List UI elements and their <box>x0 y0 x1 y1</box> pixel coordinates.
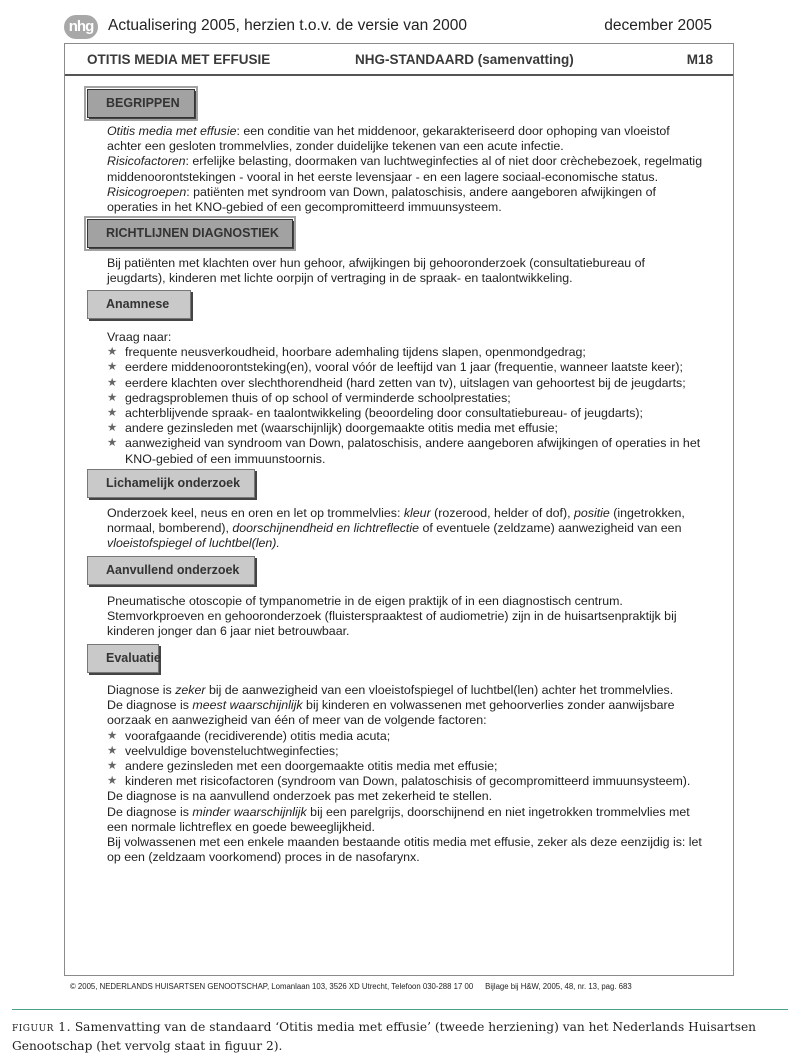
list-item-text: voorafgaande (recidiverende) otitis media acuta; <box>125 728 391 743</box>
section-begrippen <box>107 124 703 215</box>
italic-run: doorschijnendheid en lichtreflectie <box>232 521 420 536</box>
text-run: of eventuele (zeldzame) aanwezigheid van een <box>419 521 682 536</box>
list-item <box>107 345 703 360</box>
header-topic: OTITIS MEDIA MET EFFUSIE <box>87 52 271 67</box>
top-bar <box>64 12 714 42</box>
text-run: Onderzoek keel, neus en oren en let op trommelvlies: <box>107 506 404 520</box>
section-lichamelijk <box>107 506 703 552</box>
list-item <box>107 774 703 789</box>
list-item-text: kinderen met risicofactoren (syndroom van Down, palatoschisis of gecompromitteerd immuunsysteem). <box>125 774 691 789</box>
nhg-logo: nhg <box>64 15 98 39</box>
star-icon: ★ <box>107 437 118 450</box>
italic-run: minder waarschijnlijk <box>192 804 307 819</box>
text-run: Diagnose is <box>107 683 176 697</box>
text-run: bij een parelgrijs, doorschijnend en niet ingetrokken trommelvlies met een normale lichtreflex en goede beweeglijkheid. <box>107 804 690 834</box>
star-icon: ★ <box>107 422 118 435</box>
list-item <box>107 360 703 375</box>
list-item-text: eerdere klachten over slechthorendheid (hard zetten van tv), uitslagen van gehoortest bij de jeugdarts; <box>125 375 686 390</box>
richtlijnen-text: Bij patiënten met klachten over hun gehoor, afwijkingen bij gehooronderzoek (consultatiebureau of jeugdarts), kinderen met lichte oorpijn of vertraging in de spraak- en taalontwikkeling. <box>107 256 645 286</box>
evaluatie-minder <box>107 805 703 835</box>
star-icon: ★ <box>107 361 118 374</box>
section-heading-lichamelijk: Lichamelijk onderzoek <box>87 469 255 498</box>
italic-run: vloeistofspiegel of luchtbel(len). <box>107 536 280 551</box>
list-item-text: eerdere middenoorontsteking(en), vooral vóór de leeftijd van 1 jaar (frequentie, wanneer laatste keer); <box>125 360 683 375</box>
caption-divider <box>12 1009 788 1010</box>
evaluatie-meest <box>107 698 703 728</box>
list-item <box>107 744 703 759</box>
list-item-text: andere gezinsleden met een doorgemaakte otitis media met effusie; <box>125 759 498 774</box>
definition-text: : patiënten met syndroom van Down, palatoschisis, andere aangeboren afwijkingen of operaties in het KNO-gebied of een gecompromitteerd immuunsysteem. <box>107 184 656 215</box>
italic-run: positie <box>573 506 610 520</box>
star-icon: ★ <box>107 346 118 359</box>
anamnese-intro: Vraag naar: <box>107 330 172 344</box>
list-item-text: gedragsproblemen thuis of op school of verminderde schoolprestaties; <box>125 390 511 405</box>
star-icon: ★ <box>107 391 118 404</box>
italic-run: kleur <box>403 506 431 520</box>
star-icon: ★ <box>107 775 118 788</box>
aanvullend-text: Pneumatische otoscopie of tympanometrie in de eigen praktijk of in een diagnostisch centrum. Stemvorkproeven en gehooronderzoek (fluisterspraaktest of audiometrie) zijn in de huisartsenpraktijk bij kinderen jonger dan 6 jaar niet betrouwbaar. <box>107 594 677 639</box>
list-item-text: achterblijvende spraak- en taalontwikkeling (beoordeling door consultatiebureau- of jeugdarts); <box>125 406 643 421</box>
document-date: december 2005 <box>604 17 712 34</box>
footer-copyright: © 2005, NEDERLANDS HUISARTSEN GENOOTSCHAP, Lomanlaan 103, 3526 XD Utrecht, Telefoon 030-288 17 00 <box>70 982 474 991</box>
list-item-text: andere gezinsleden met (waarschijnlijk) doorgemaakte otitis media met effusie; <box>125 421 558 436</box>
section-anamnese <box>107 330 703 467</box>
section-heading-evaluatie: Evaluatie <box>87 644 159 673</box>
figure-caption <box>12 1018 792 1056</box>
section-heading-aanvullend: Aanvullend onderzoek <box>87 556 255 585</box>
definition-otitis <box>107 124 703 154</box>
figure-label: figuur 1. <box>12 1020 71 1034</box>
text-run: bij kinderen en volwassenen met gehoorverlies zonder aanwijsbare oorzaak en aanwezigheid van één of meer van de volgende factoren: <box>107 698 675 728</box>
text-run: (ingetrokken, normaal, bomberend), <box>107 506 685 536</box>
anamnese-list <box>107 345 703 467</box>
header-standard: NHG-STANDAARD (samenvatting) <box>355 52 574 67</box>
section-aanvullend <box>107 594 703 640</box>
term: Risicofactoren <box>107 154 186 169</box>
list-item <box>107 759 703 774</box>
star-icon: ★ <box>107 376 118 389</box>
section-heading-anamnese: Anamnese <box>87 290 191 319</box>
evaluatie-volwassenen: Bij volwassenen met een enkele maanden bestaande otitis media met effusie, zeker als deze eenzijdig is: let op een (zeldzaam voorkomend) proces in de nasofarynx. <box>107 835 702 865</box>
evaluatie-aanvullend: De diagnose is na aanvullend onderzoek pas met zekerheid te stellen. <box>107 789 493 804</box>
list-item <box>107 436 703 466</box>
star-icon: ★ <box>107 744 118 757</box>
list-item <box>107 729 703 744</box>
term: Otitis media met effusie <box>107 124 237 138</box>
page-header <box>65 44 733 76</box>
italic-run: meest waarschijnlijk <box>192 698 303 713</box>
text-run: bij de aanwezigheid van een vloeistofspiegel of luchtbel(len) achter het trommelvlies. <box>205 683 674 697</box>
star-icon: ★ <box>107 729 118 742</box>
caption-text: Samenvatting van de standaard ‘Otitis media met effusie’ (tweede herziening) van het Nederlands Huisartsen Genootschap (het vervolg staat in figuur 2). <box>12 1020 757 1053</box>
standard-page <box>64 43 734 976</box>
italic-run: zeker <box>175 683 206 697</box>
section-heading-begrippen: BEGRIPPEN <box>87 89 195 118</box>
list-item-text: veelvuldige bovensteluchtweginfecties; <box>125 743 339 758</box>
list-item <box>107 421 703 436</box>
text-run: De diagnose is <box>107 804 193 819</box>
section-richtlijnen <box>107 256 703 286</box>
footer-reference: Bijlage bij H&W, 2005, 48, nr. 13, pag. 683 <box>485 982 632 991</box>
definition-text: : erfelijke belasting, doormaken van luchtweginfecties al of niet door crèchebezoek, regelmatig middenoorontstekingen - vooral in het eerste levensjaar - en een lagere sociaal-economische status. <box>107 154 703 184</box>
document-title: Actualisering 2005, herzien t.o.v. de versie van 2000 <box>108 17 468 34</box>
page-footer <box>70 982 632 991</box>
definition-risicogroepen <box>107 185 703 215</box>
evaluatie-list <box>107 729 703 790</box>
term: Risicogroepen <box>107 184 187 199</box>
definition-text: : een conditie van het middenoor, gekarakteriseerd door ophoping van vloeistof achter een gesloten trommelvlies, zonder duidelijke tekenen van een acute infectie. <box>107 124 670 154</box>
list-item <box>107 376 703 391</box>
definition-risicofactoren <box>107 154 703 184</box>
header-code: M18 <box>686 52 713 67</box>
evaluatie-zeker <box>107 683 703 698</box>
text-run: De diagnose is <box>107 698 193 713</box>
list-item-text: frequente neusverkoudheid, hoorbare ademhaling tijdens slapen, openmondgedrag; <box>125 345 586 360</box>
star-icon: ★ <box>107 407 118 420</box>
section-heading-richtlijnen: RICHTLIJNEN DIAGNOSTIEK <box>87 219 293 248</box>
section-evaluatie <box>107 683 703 865</box>
list-item <box>107 391 703 406</box>
text-run: (rozerood, helder of dof), <box>430 506 574 520</box>
lichamelijk-text <box>107 506 703 552</box>
star-icon: ★ <box>107 760 118 773</box>
list-item-text: aanwezigheid van syndroom van Down, palatoschisis, andere aangeboren afwijkingen of operaties in het KNO-gebied of een immuunstoornis. <box>125 436 701 466</box>
list-item <box>107 406 703 421</box>
